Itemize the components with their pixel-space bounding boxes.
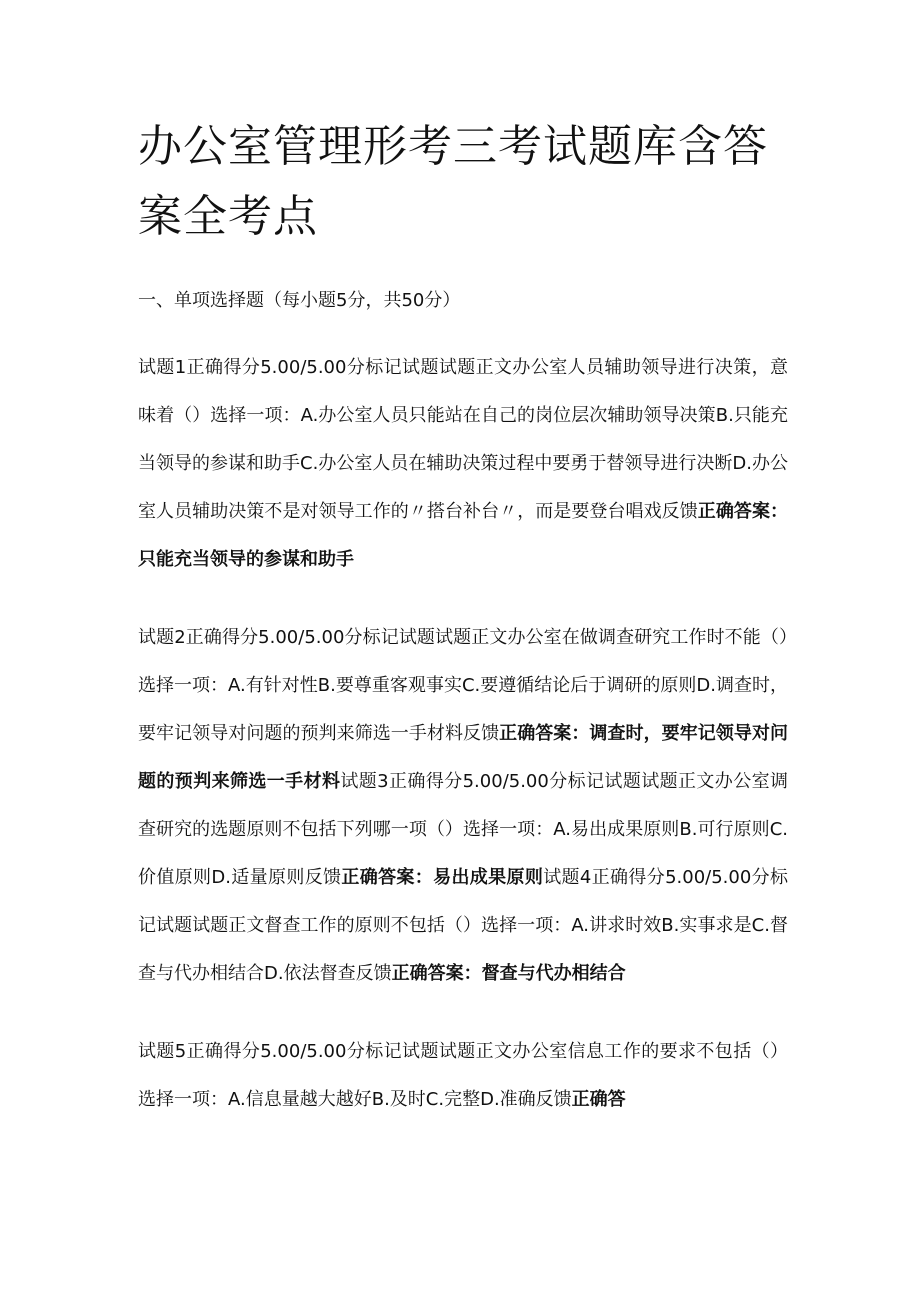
- correct-answer: 正确答案：只能充当领导的参谋和助手: [138, 501, 789, 570]
- correct-answer: 正确答案：督查与代办相结合: [391, 963, 626, 984]
- correct-answer: 正确答案：调查时，要牢记领导对问题的预判来筛选一手材料: [138, 723, 788, 792]
- question-paragraph-2: [138, 614, 788, 998]
- document-title: 办公室管理形考三考试题库含答案全考点: [138, 121, 768, 242]
- document-page: [138, 112, 788, 1124]
- question-text: 试题4正确得分5.00/5.00分标记试题试题正文督查工作的原则不包括（）选择一项：A.讲求时效B.实事求是C.督查与代办相结合D.依法督查反馈: [138, 867, 788, 984]
- question-text: 试题5正确得分5.00/5.00分标记试题试题正文办公室信息工作的要求不包括（）选择一项：A.信息量越大越好B.及时C.完整D.准确反馈: [138, 1041, 788, 1110]
- question-text: 试题2正确得分5.00/5.00分标记试题试题正文办公室在做调查研究工作时不能（）选择一项：A.有针对性B.要尊重客观事实C.要遵循结论后于调研的原则D.调查时，要牢记领导对问题的预判来筛选一手材料反馈: [138, 627, 788, 744]
- question-text: 试题3正确得分5.00/5.00分标记试题试题正文办公室调查研究的选题原则不包括下列哪一项（）选择一项：A.易出成果原则B.可行原则C.价值原则D.适量原则反馈: [138, 771, 788, 888]
- question-text: 试题1正确得分5.00/5.00分标记试题试题正文办公室人员辅助领导进行决策，意味着（）选择一项：A.办公室人员只能站在自己的岗位层次辅助领导决策B.只能充当领导的参谋和助手C.办公室人员在辅助决策过程中要勇于替领导进行决断D.办公室人员辅助决策不是对领导工作的〃搭台补台〃，而是要登台唱戏反馈: [138, 357, 788, 522]
- correct-answer: 正确答案：易出成果原则: [341, 867, 544, 888]
- section-heading: 一、单项选择题（每小题5分，共50分）: [138, 290, 461, 311]
- question-paragraph-1: [138, 344, 788, 584]
- correct-answer: 正确答: [571, 1089, 626, 1110]
- question-paragraph-3: [138, 1028, 788, 1124]
